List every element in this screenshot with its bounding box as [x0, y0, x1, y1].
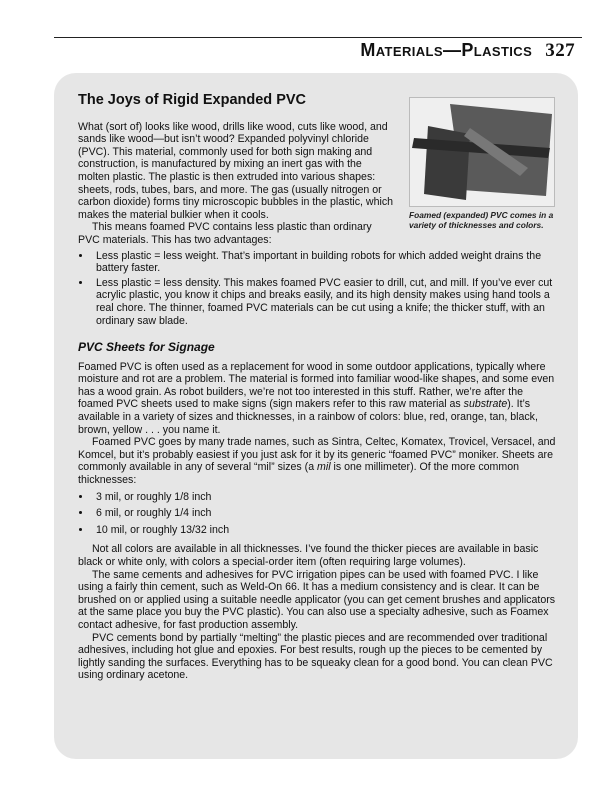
closing-paragraph-1: Not all colors are available in all thicknesses. I’ve found the thicker pieces are available in basic black or white only, with colors a special-order item (often requiring large volumes). — [78, 543, 539, 568]
list-item: • Less plastic = less weight. That’s important in building robots for which added weight drains the battery faster. — [92, 250, 558, 275]
list-item: • 6 mil, or roughly 1/4 inch — [92, 507, 558, 520]
running-head — [360, 40, 575, 62]
list-item: • 3 mil, or roughly 1/8 inch — [92, 491, 558, 504]
signage-paragraph-1: Foamed PVC is often used as a replacement for wood in some outdoor applications, typically where moisture and rot are a problem. The material is formed into familiar wood-like shapes, and some even has a wood grain. As robot builders, we’re not too interested in this stuff. Rather, we’re after the foamed PVC sheets used to make signs (sign makers refer to this raw material as substrate). It’s available in a variety of sizes and thicknesses, in a rainbow of colors: blue, red, orange, tan, black, brown, yellow . . . you name it. — [78, 360, 555, 436]
closing-paragraph-3: PVC cements bond by partially “melting” the plastic pieces and are recommended over traditional adhesives, including hot glue and epoxies. For best results, rough up the pieces to be cemented by lightly sanding the surfaces. Everything has to be squeaky clean for a good bond. You can clean PVC using ordinary acetone. — [78, 631, 553, 682]
thickness-list — [78, 491, 558, 537]
sidebar-title: The Joys of Rigid Expanded PVC — [78, 92, 307, 108]
intro-block — [78, 121, 394, 247]
header-rule — [54, 37, 582, 38]
signage-paragraph-2: Foamed PVC goes by many trade names, such as Sintra, Celtec, Komatex, Trovicel, Versacel, and Komcel, but it’s probably easiest if you just ask for it by its generic “foamed PVC” moniker. Sheets are commonly available in any of several “mil” sizes (a mil is one millimeter). Of the more common thicknesses: — [78, 436, 556, 487]
list-item: • Less plastic = less density. This makes foamed PVC easier to drill, cut, and mill. If you’ve ever cut acrylic plastic, you know it chips and breaks easily, and its high density makes using hand tools a real chore. The thinner, foamed PVC materials can be cut using a knife; the thicker stuff, with an ordinary saw blade. — [92, 277, 558, 327]
figure-caption: Foamed (expanded) PVC comes in a variety of thicknesses and colors. — [409, 210, 554, 230]
intro-paragraph-2: This means foamed PVC contains less plastic than ordinary PVC materials. This has two advantages: — [78, 221, 372, 246]
subheading: PVC Sheets for Signage — [78, 340, 215, 355]
section-title: Materials—Plastics — [360, 40, 533, 60]
intro-paragraph-1: What (sort of) looks like wood, drills like wood, cuts like wood, and sands like wood—but isn’t wood? Expanded polyvinyl chloride (PVC). This material, commonly used for both sign making and construction, is manufactured by mixing an inert gas with the molten plastic. The plastic is then extruded into various shapes: sheets, rods, tubes, bars, and more. The gas (usually nitrogen or carbon dioxide) forms tiny microscopic bubbles in the plastic, which makes the material bulkier when it cools. — [78, 120, 394, 221]
list-item: • 10 mil, or roughly 13/32 inch — [92, 524, 558, 537]
page-number: 327 — [545, 40, 575, 61]
advantages-list — [78, 250, 558, 328]
sidebar-content — [78, 92, 558, 682]
closing-paragraph-2: The same cements and adhesives for PVC irrigation pipes can be used with foamed PVC. I like using a fairly thin cement, such as Weld-On 66. It has a medium consistency and is clear. It can be brushed on or applied using a suitable needle applicator (you can get cement brushes and applicators at the same place you buy the PVC plastic). You can also use a specialty adhesive, such as Foamex contact adhesive, for fast production assembly. — [78, 568, 556, 631]
